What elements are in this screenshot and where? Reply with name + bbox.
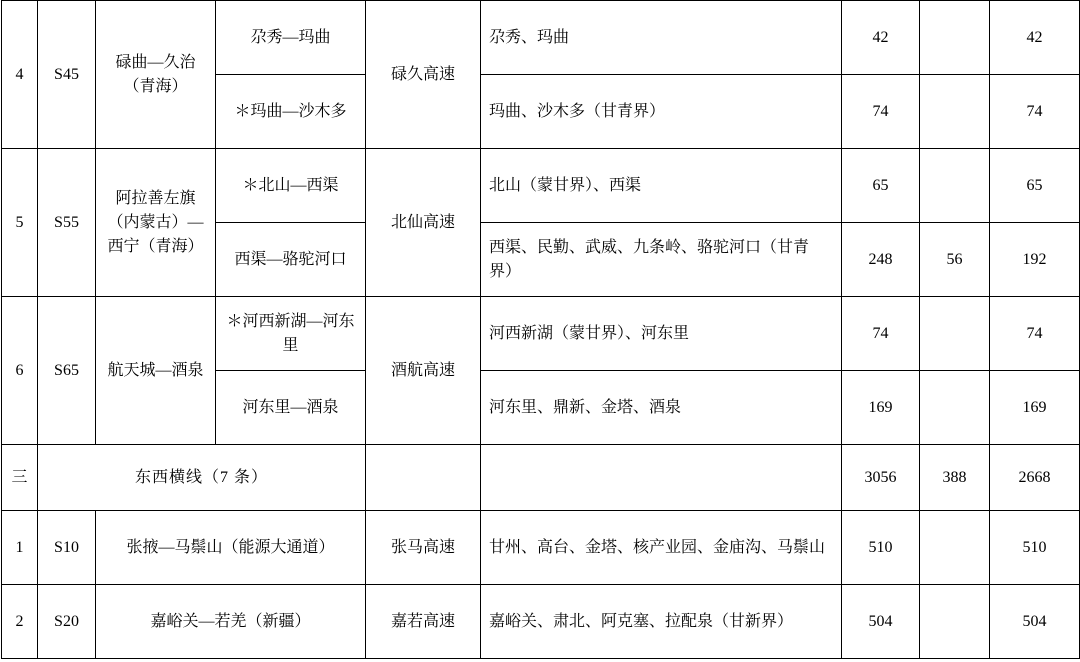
route-segment: 河东里—酒泉 xyxy=(216,371,366,445)
length-built xyxy=(920,1,990,75)
row-number: 1 xyxy=(2,511,38,585)
route-short-name: 张马高速 xyxy=(366,511,481,585)
length-planned: 74 xyxy=(990,297,1080,371)
length-planned: 169 xyxy=(990,371,1080,445)
highway-plan-table xyxy=(1,0,1080,659)
route-name: 碌曲—久治（青海） xyxy=(96,1,216,149)
section-title: 东西横线（7 条） xyxy=(38,445,366,511)
length-built xyxy=(920,149,990,223)
table-row xyxy=(2,297,1080,371)
length-planned: 192 xyxy=(990,223,1080,297)
route-pass-places: 西渠、民勤、武威、九条岭、骆驼河口（甘青界） xyxy=(481,223,842,297)
length-total: 42 xyxy=(842,1,920,75)
section-number: 三 xyxy=(2,445,38,511)
length-planned: 74 xyxy=(990,75,1080,149)
length-total: 74 xyxy=(842,297,920,371)
length-built xyxy=(920,371,990,445)
route-short-name: 酒航高速 xyxy=(366,297,481,445)
table-row xyxy=(2,585,1080,659)
table-row xyxy=(2,1,1080,75)
length-total: 169 xyxy=(842,371,920,445)
length-planned: 510 xyxy=(990,511,1080,585)
section-short-name xyxy=(366,445,481,511)
section-length-built: 388 xyxy=(920,445,990,511)
route-pass-places: 河东里、鼎新、金塔、酒泉 xyxy=(481,371,842,445)
length-total: 510 xyxy=(842,511,920,585)
route-code: S10 xyxy=(38,511,96,585)
route-code: S20 xyxy=(38,585,96,659)
route-pass-places: 尕秀、玛曲 xyxy=(481,1,842,75)
section-pass-places xyxy=(481,445,842,511)
table-row xyxy=(2,511,1080,585)
route-segment: 尕秀—玛曲 xyxy=(216,1,366,75)
length-built xyxy=(920,297,990,371)
length-planned: 42 xyxy=(990,1,1080,75)
route-code: S55 xyxy=(38,149,96,297)
route-short-name: 碌久高速 xyxy=(366,1,481,149)
length-total: 248 xyxy=(842,223,920,297)
row-number: 6 xyxy=(2,297,38,445)
section-length-total: 3056 xyxy=(842,445,920,511)
route-name: 张掖—马鬃山（能源大通道） xyxy=(96,511,366,585)
length-planned: 65 xyxy=(990,149,1080,223)
table-section-row xyxy=(2,445,1080,511)
route-short-name: 嘉若高速 xyxy=(366,585,481,659)
route-code: S65 xyxy=(38,297,96,445)
route-code: S45 xyxy=(38,1,96,149)
table-row xyxy=(2,149,1080,223)
length-built: 56 xyxy=(920,223,990,297)
route-name: 航天城—酒泉 xyxy=(96,297,216,445)
route-pass-places: 河西新湖（蒙甘界）、河东里 xyxy=(481,297,842,371)
row-number: 5 xyxy=(2,149,38,297)
route-segment: ＊河西新湖—河东里 xyxy=(216,297,366,371)
route-name: 嘉峪关—若羌（新疆） xyxy=(96,585,366,659)
route-pass-places: 玛曲、沙木多（甘青界） xyxy=(481,75,842,149)
route-name: 阿拉善左旗（内蒙古）—西宁（青海） xyxy=(96,149,216,297)
length-built xyxy=(920,511,990,585)
route-pass-places: 甘州、高台、金塔、核产业园、金庙沟、马鬃山 xyxy=(481,511,842,585)
section-length-planned: 2668 xyxy=(990,445,1080,511)
route-pass-places: 嘉峪关、肃北、阿克塞、拉配泉（甘新界） xyxy=(481,585,842,659)
length-built xyxy=(920,585,990,659)
length-planned: 504 xyxy=(990,585,1080,659)
length-built xyxy=(920,75,990,149)
route-segment: ＊玛曲—沙木多 xyxy=(216,75,366,149)
length-total: 504 xyxy=(842,585,920,659)
route-pass-places: 北山（蒙甘界）、西渠 xyxy=(481,149,842,223)
length-total: 65 xyxy=(842,149,920,223)
route-segment: 西渠—骆驼河口 xyxy=(216,223,366,297)
row-number: 2 xyxy=(2,585,38,659)
route-short-name: 北仙高速 xyxy=(366,149,481,297)
row-number: 4 xyxy=(2,1,38,149)
length-total: 74 xyxy=(842,75,920,149)
route-segment: ＊北山—西渠 xyxy=(216,149,366,223)
